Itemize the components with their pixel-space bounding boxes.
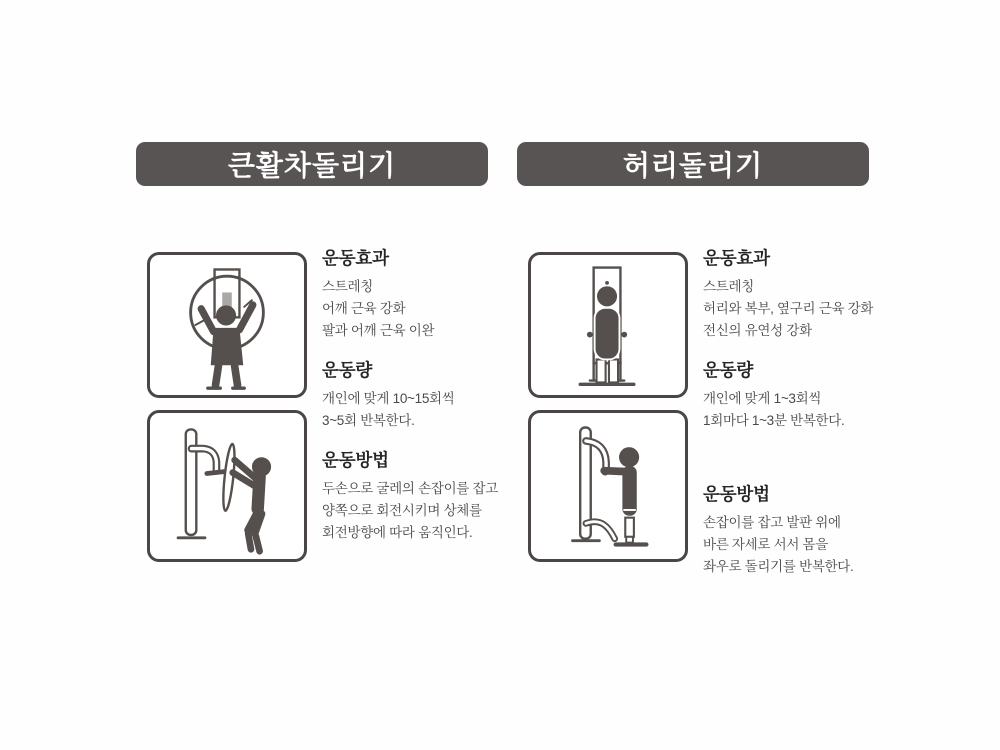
- section-line: 양쪽으로 회전시키며 상체를: [322, 503, 482, 518]
- waist-twister-side-icon: [534, 416, 682, 556]
- section-line: 스트레칭: [703, 279, 754, 294]
- section-line: 1회마다 1~3분 반복한다.: [703, 413, 845, 428]
- section-heading: 운동방법: [703, 484, 770, 504]
- panel-title-banner: [517, 142, 869, 186]
- big-pulley-side-icon: [153, 416, 301, 556]
- section-amount: [322, 358, 494, 432]
- section-line: 스트레칭: [322, 279, 373, 294]
- section-lines: [703, 276, 875, 342]
- section-line: 바른 자세로 서서 몸을: [703, 537, 829, 552]
- section-line: 개인에 맞게 10~15회씩: [322, 391, 455, 406]
- pictogram-column: [528, 252, 688, 562]
- section-heading: 운동효과: [322, 248, 389, 268]
- panel-big-pulley: [136, 142, 498, 582]
- pictogram-box: [528, 410, 688, 562]
- section-heading: 운동효과: [703, 248, 770, 268]
- panel-waist-twister: [517, 142, 874, 582]
- section-line: 좌우로 돌리기를 반복한다.: [703, 559, 854, 574]
- section-heading: 운동량: [322, 360, 373, 380]
- waist-twister-front-icon: [534, 258, 682, 392]
- section-lines: [322, 478, 498, 544]
- text-column: [703, 246, 875, 578]
- text-column: [322, 246, 498, 544]
- section-lines: [322, 388, 494, 432]
- section-lines: [703, 388, 875, 432]
- pictogram-column: [147, 252, 307, 562]
- section-line: 허리와 복부, 옆구리 근육 강화: [703, 301, 874, 316]
- section-line: 개인에 맞게 1~3회씩: [703, 391, 822, 406]
- section-line: 두손으로 굴레의 손잡이를 잡고: [322, 481, 498, 496]
- section-lines: [322, 276, 494, 342]
- section-line: 3~5회 반복한다.: [322, 413, 415, 428]
- section-amount: [703, 358, 875, 432]
- section-line: 회전방향에 따라 움직인다.: [322, 525, 473, 540]
- section-line: 팔과 어깨 근육 이완: [322, 323, 435, 338]
- section-line: 손잡이를 잡고 발판 위에: [703, 515, 841, 530]
- panel-title-banner: [136, 142, 488, 186]
- panel-title: 큰활차돌리기: [227, 150, 397, 181]
- pictogram-box: [147, 252, 307, 398]
- section-heading: 운동량: [703, 360, 754, 380]
- section-line: 어깨 근육 강화: [322, 301, 406, 316]
- big-pulley-front-icon: [153, 258, 301, 392]
- section-heading: 운동방법: [322, 450, 389, 470]
- pictogram-box: [528, 252, 688, 398]
- section-effects: [703, 246, 875, 342]
- section-line: 전신의 유연성 강화: [703, 323, 812, 338]
- panel-title: 허리돌리기: [622, 150, 764, 181]
- section-lines: [703, 512, 875, 578]
- pictogram-box: [147, 410, 307, 562]
- section-method: [703, 482, 875, 578]
- section-effects: [322, 246, 494, 342]
- section-method: [322, 448, 498, 544]
